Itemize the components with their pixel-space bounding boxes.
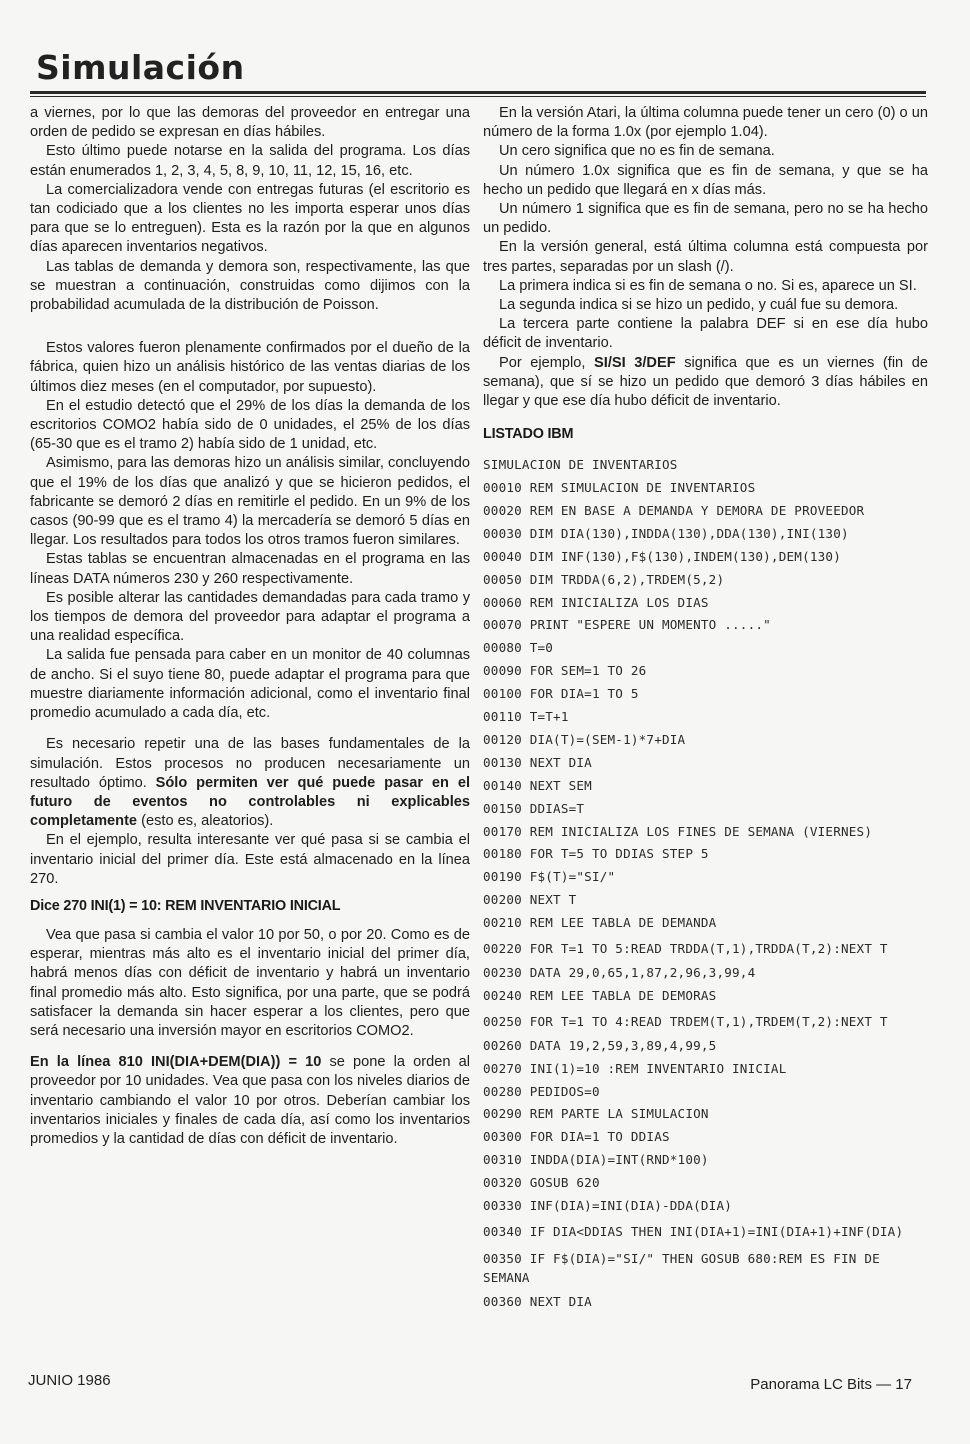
code-line: 00180 FOR T=5 TO DDIAS STEP 5 xyxy=(483,846,709,862)
emphasis-text: En la línea 810 INI(DIA+DEM(DIA)) = 10 xyxy=(30,1054,322,1071)
paragraph xyxy=(30,1053,470,1149)
code-line: 00260 DATA 19,2,59,3,89,4,99,5 xyxy=(483,1037,717,1053)
section-heading: Dice 270 INI(1) = 10: REM INVENTARIO INICIAL xyxy=(30,897,341,914)
code-line: 00250 FOR T=1 TO 4:READ TRDEM(T,1),TRDEM(T,2):NEXT T xyxy=(483,1013,888,1029)
header-rule-thin xyxy=(30,96,926,97)
paragraph-text: significa que es un viernes (fin de semana), que sí se hizo un pedido que demoró 3 días hábiles en llegar y que ese día hubo déficit de inventario. xyxy=(483,354,928,410)
paragraph: La primera indica si es fin de semana o no. Si es, aparece un SI. xyxy=(499,277,917,294)
code-line: 00110 T=T+1 xyxy=(483,709,569,725)
code-line: 00330 INF(DIA)=INI(DIA)-DDA(DIA) xyxy=(483,1197,733,1213)
code-line: 00300 FOR DIA=1 TO DDIAS xyxy=(483,1129,670,1145)
code-line: 00170 REM INICIALIZA LOS FINES DE SEMANA (VIERNES) xyxy=(483,823,873,839)
code-line: 00240 REM LEE TABLA DE DEMORAS xyxy=(483,987,717,1003)
code-line: 00120 DIA(T)=(SEM-1)*7+DIA xyxy=(483,731,686,747)
code-line: 00150 DDIAS=T xyxy=(483,800,585,816)
paragraph-text: (esto es, aleatorios). xyxy=(137,813,274,830)
paragraph: Las tablas de demanda y demora son, respectivamente, las que se muestran a continuación, construidas como dijimos con la probabilidad acumulada de la distribución de Poisson. xyxy=(30,258,470,314)
paragraph: Un cero significa que no es fin de semana. xyxy=(499,143,775,160)
footer-page: Panorama LC Bits — 17 xyxy=(750,1376,912,1393)
code-line: 00350 IF F$(DIA)="SI/" THEN GOSUB 680:REM ES FIN DE SEMANA xyxy=(483,1250,888,1285)
code-line: SIMULACION DE INVENTARIOS xyxy=(483,457,678,473)
code-line: 00030 DIM DIA(130),INDDA(130),DDA(130),INI(130) xyxy=(483,525,849,541)
paragraph-text: Por ejemplo, xyxy=(499,354,595,371)
code-line: 00130 NEXT DIA xyxy=(483,754,592,770)
code-line: 00310 INDDA(DIA)=INT(RND*100) xyxy=(483,1152,709,1168)
paragraph: La tercera parte contiene la palabra DEF si en ese día hubo déficit de inventario. xyxy=(483,316,928,352)
code-line: 00360 NEXT DIA xyxy=(483,1293,592,1309)
code-line: 00230 DATA 29,0,65,1,87,2,96,3,99,4 xyxy=(483,964,756,980)
code-line: 00020 REM EN BASE A DEMANDA Y DEMORA DE PROVEEDOR xyxy=(483,503,865,519)
code-listing xyxy=(483,454,928,1314)
code-line: 00200 NEXT T xyxy=(483,892,577,908)
paragraph xyxy=(30,735,470,831)
paragraph: Esto último puede notarse en la salida del programa. Los días están enumerados 1, 2, 3, 4, 5, 8, 9, 10, 11, 12, 15, 16, etc. xyxy=(30,143,470,179)
code-line: 00290 REM PARTE LA SIMULACION xyxy=(483,1106,709,1122)
page-title: Simulación xyxy=(36,48,245,87)
code-line: 00080 T=0 xyxy=(483,640,554,656)
code-line: 00010 REM SIMULACION DE INVENTARIOS xyxy=(483,480,756,496)
left-column xyxy=(30,104,470,1149)
paragraph: Es posible alterar las cantidades demandadas para cada tramo y los tiempos de demora del proveedor para adaptar el programa a una realidad específica. xyxy=(30,589,470,645)
paragraph: La salida fue pensada para caber en un monitor de 40 columnas de ancho. Si el suyo tiene 80, puede adaptar el programa para que muestre diariamente información adicional, como el inventario final promedio acumulado a cada día, etc. xyxy=(30,647,470,722)
paragraph: Estos valores fueron plenamente confirmados por el dueño de la fábrica, quien hizo un análisis histórico de las ventas diarias de los últimos diez meses (en el computador, por supuesto). xyxy=(30,340,470,395)
emphasis-text: SI/SI 3/DEF xyxy=(594,354,676,371)
paragraph: En la versión Atari, la última columna puede tener un cero (0) o un número de la forma 1.0x (por ejemplo 1.04). xyxy=(483,105,928,141)
code-line: 00100 FOR DIA=1 TO 5 xyxy=(483,686,639,702)
paragraph: La segunda indica si se hizo un pedido, y cuál fue su demora. xyxy=(499,297,899,314)
code-line: 00270 INI(1)=10 :REM INVENTARIO INICIAL xyxy=(483,1060,787,1076)
code-line: 00340 IF DIA<DDIAS THEN INI(DIA+1)=INI(DIA+1)+INF(DIA) xyxy=(483,1223,904,1239)
footer-date: JUNIO 1986 xyxy=(28,1372,111,1389)
header-rule xyxy=(30,91,926,94)
paragraph: Un número 1.0x significa que es fin de semana, y que se ha hecho un pedido que llegará en x días más. xyxy=(483,162,928,198)
code-line: 00090 FOR SEM=1 TO 26 xyxy=(483,663,647,679)
code-line: 00280 PEDIDOS=0 xyxy=(483,1083,600,1099)
code-line: 00060 REM INICIALIZA LOS DIAS xyxy=(483,594,709,610)
code-line: 00320 GOSUB 620 xyxy=(483,1175,600,1191)
code-line: 00140 NEXT SEM xyxy=(483,777,592,793)
code-line: 00040 DIM INF(130),F$(130),INDEM(130),DEM(130) xyxy=(483,548,841,564)
paragraph: La comercializadora vende con entregas futuras (el escritorio es tan codiciado que a los clientes no les importa esperar unos días para que se lo entreguen). Esta es la razón por la que en algunos días aparecen inventarios negativos. xyxy=(30,181,470,256)
paragraph: a viernes, por lo que las demoras del proveedor en entregar una orden de pedido se expresan en días hábiles. xyxy=(30,105,470,141)
paragraph: Vea que pasa si cambia el valor 10 por 50, o por 20. Como es de esperar, mientras más alto es el inventario inicial del primer día, habrá menos días con déficit de inventario y habrá un inventario final promedio más alto. Esto significa, por una parte, que se podrá satisfacer la demanda sin hacer esperar a los clientes, pero que será necesario una inversión mayor en escritorios COMO2. xyxy=(30,926,470,1039)
code-line: 00070 PRINT "ESPERE UN MOMENTO ....." xyxy=(483,617,771,633)
code-line: 00210 REM LEE TABLA DE DEMANDA xyxy=(483,915,717,931)
code-line: 00220 FOR T=1 TO 5:READ TRDDA(T,1),TRDDA(T,2):NEXT T xyxy=(483,940,888,956)
code-line: 00190 F$(T)="SI/" xyxy=(483,869,616,885)
paragraph: Un número 1 significa que es fin de semana, pero no se ha hecho un pedido. xyxy=(483,201,928,237)
emphasis-text: Sólo permiten ver qué puede pasar en el futuro de eventos no controlables ni explicables completamente xyxy=(30,774,471,830)
paragraph: En el estudio detectó que el 29% de los días la demanda de los escritorios COMO2 había sido de 0 unidades, el 25% de los días (65-30 que es el tramo 2) había sido de 1 unidad, etc. xyxy=(30,397,470,453)
paragraph-text: Es necesario repetir una de las bases fundamentales de la simulación. Estos procesos no producen necesariamente un resultado óptimo. xyxy=(30,736,470,791)
paragraph: Estas tablas se encuentran almacenadas en el programa en las líneas DATA números 230 y 260 respectivamente. xyxy=(30,551,470,587)
code-line: 00050 DIM TRDDA(6,2),TRDEM(5,2) xyxy=(483,571,725,587)
table-space xyxy=(30,315,470,339)
paragraph: En la versión general, está última columna está compuesta por tres partes, separadas por un slash (/). xyxy=(483,239,928,275)
paragraph-text: se pone la orden al proveedor por 10 unidades. Vea que pasa con los niveles diarios de inventario cambiando el valor 10 por otros. Deberían cambiar los inventarios iniciales y finales de cada día, así como los inventarios promedios y la cantidad de días con déficit de inventario. xyxy=(30,1054,470,1147)
section-heading: LISTADO IBM xyxy=(483,426,574,443)
right-column xyxy=(483,104,928,1314)
paragraph: En el ejemplo, resulta interesante ver qué pasa si se cambia el inventario inicial del primer día. Este está almacenado en la línea 270. xyxy=(30,832,470,887)
paragraph xyxy=(483,354,928,412)
paragraph: Asimismo, para las demoras hizo un análisis similar, concluyendo que el 19% de los días que analizó y que se hicieron pedidos, el fabricante se demoró 2 días en remitirle el pedido. En un 9% de los casos (90-99 que es el tramo 4) la mercadería se demoró 5 días en llegar. Los resultados para todos los otros tramos fueron similares. xyxy=(30,455,470,549)
